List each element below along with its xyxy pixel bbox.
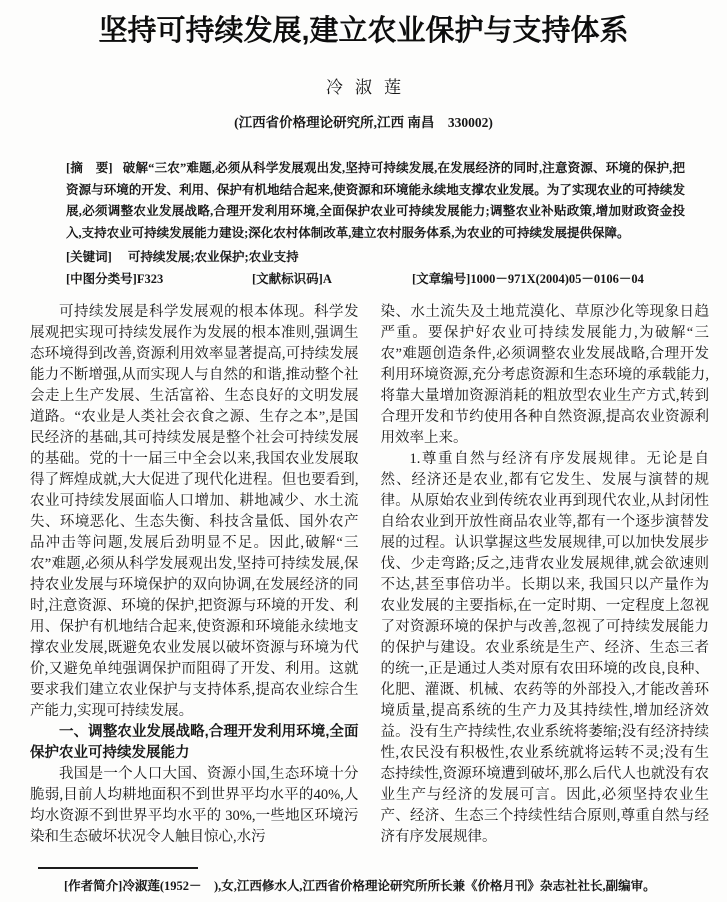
- article-number: [文章编号]1000－971X(2004)05－0106－04: [412, 272, 644, 286]
- keywords-text: 可持续发展;农业保护;农业支持: [127, 250, 299, 264]
- document-code: [文献标识码]A: [252, 272, 332, 286]
- keywords-line: [66, 246, 685, 268]
- abstract-label: [摘 要]: [66, 161, 113, 175]
- keywords-label: [关键词]: [66, 250, 112, 264]
- author-name: 冷淑莲: [326, 78, 413, 97]
- body-paragraph: 我国是一个人口大国、资源小国,生态环境十分脆弱,目前人均耕地面积不到世界平均水平的40%,人均水资源不到世界平均水平的 30%,一些地区环境污染和生态破坏状况令人触目惊心,水污: [30, 766, 359, 845]
- abstract-block: [66, 158, 685, 244]
- author-bio: [作者简介]冷淑莲(1952－ ),女,江西修水人,江西省价格理论研究所所长兼《价格月刊》杂志社社长,副编审。: [64, 879, 656, 893]
- body-column-left: [30, 302, 359, 850]
- body-paragraph: 染、水土流失及土地荒漠化、草原沙化等现象日趋严重。要保护好农业可持续发展能力,为破解“三农”难题创造条件,必须调整农业发展战略,合理开发利用环境资源,充分考虑资源和生态环境的承载能力,将靠大量增加资源消耗的粗放型农业生产方式,转到合理开发和节约使用各种自然资源,提高农业资源利用效率上来。: [380, 304, 709, 446]
- classification-line: [66, 268, 697, 290]
- body-paragraph: 可持续发展是科学发展观的根本体现。科学发展观把实现可持续发展作为发展的根本准则,强调生态环境得到改善,资源利用效率显著提高,可持续发展能力不断增强,从而实现人与自然的和谐,推动整个社会走上生产发展、生活富裕、生态良好的文明发展道路。“农业是人类社会衣食之源、生存之本”,是国民经济的基础,其可持续发展是整个社会可持续发展的基础。党的十一届三中全会以来,我国农业发展取得了辉煌成就,大大促进了现代化进程。但也要看到,农业可持续发展面临人口增加、耕地减少、水土流失、环境恶化、生态失衡、科技含量低、国外农产品冲击等问题,发展后劲明显不足。因此,破解“三农”难题,必须从科学发展观出发,坚持可持续发展,保持农业发展与环境保护的双向协调,在发展经济的同时,注意资源、环境的保护,把资源与环境的开发、利用、保护有机地结合起来,使资源和环境能永续地支撑农业发展,既避免农业发展以破坏资源与环境为代价,又避免单纯强调保护而阻碍了开发、利用。这就要求我们建立农业保护与支持体系,提高农业综合生产能力,实现可持续发展。: [30, 304, 359, 719]
- author-affiliation: (江西省价格理论研究所,江西 南昌 330002): [234, 115, 493, 130]
- body-column-right: [381, 302, 710, 850]
- section-heading: 一、调整农业发展战略,合理开发利用环境,全面保护农业可持续发展能力: [30, 724, 359, 761]
- abstract-text: 破解“三农”难题,必须从科学发展观出发,坚持可持续发展,在发展经济的同时,注意资源、环境的保护,把资源与环境的开发、利用、保护有机地结合起来,使资源和环境能永续地支撑农业发展。为了实现农业的可持续发展,必须调整农业发展战略,合理开发利用环境,全面保护农业可持续发展能力;调整农业补贴政策,增加财政资金投入,支持农业可持续发展能力建设;深化农村体制改革,建立农村服务体系,为农业的可持续发展提供保障。: [66, 161, 685, 240]
- body-paragraph: 1.尊重自然与经济有序发展规律。无论是自然、经济还是农业,都有它发生、发展与演替的规律。从原始农业到传统农业再到现代农业,从封闭性自给农业到开放性商品农业等,都有一个逐步演替发展的过程。认识掌握这些发展规律,可以加快发展步伐、少走弯路;反之,违背农业发展规律,就会欲速则不达,甚至事倍功半。长期以来, 我国只以产量作为农业发展的主要指标,在一定时期、一定程度上忽视了对资源环境的保护与改善,忽视了可持续发展能力的保护与建设。农业系统是生产、经济、生态三者的统一,正是通过人类对原有农田环境的改良,良种、化肥、灌溉、机械、农药等的外部投入,才能改善环境质量,提高系统的生产力及其持续性,增加经济效益。没有生产持续性,农业系统将萎缩;没有经济持续性,农民没有积极性,农业系统就将运转不灵;没有生态持续性,资源环境遭到破坏,那么后代人也就没有农业生产与经济的发展可言。因此,必须坚持农业生产、经济、生态三个持续性结合原则,尊重自然与经济有序发展规律。: [380, 451, 709, 845]
- footnote-divider: [38, 867, 198, 869]
- article-body: [30, 302, 709, 850]
- page-title: 坚持可持续发展,建立农业保护与支持体系: [98, 15, 629, 47]
- clc-number: [中图分类号]F323: [66, 272, 164, 286]
- footnote: [30, 867, 709, 895]
